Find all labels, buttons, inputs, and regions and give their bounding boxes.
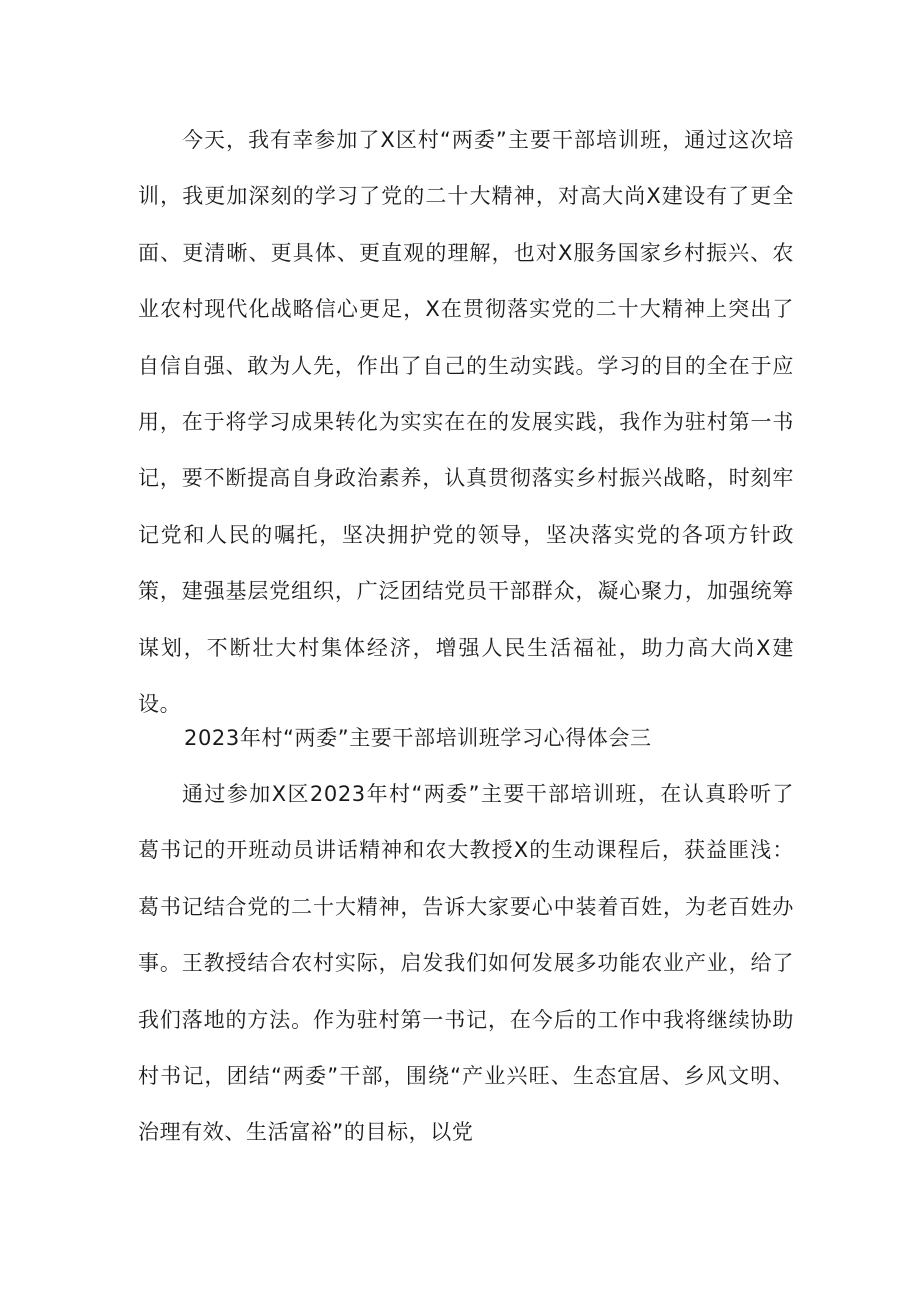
section-heading: 2023年村“两委”主要干部培训班学习心得体会三 (184, 726, 652, 750)
body-paragraph-1: 今天，我有幸参加了X区村“两委”主要干部培训班，通过这次培训，我更加深刻的学习了党的二十大精神，对高大尚X建设有了更全面、更清晰、更具体、更直观的理解，也对X服务国家乡村振兴、农业农村现代化战略信心更足，X在贯彻落实党的二十大精神上突出了自信自强、敢为人先，作出了自己的生动实践。学习的目的全在于应用，在于将学习成果转化为实实在在的发展实践，我作为驻村第一书记，要不断提高自身政治素养，认真贯彻落实乡村振兴战略，时刻牢记党和人民的嘱托，坚决拥护党的领导，坚决落实党的各项方针政策，建强基层党组织，广泛团结党员干部群众，凝心聚力，加强统筹谋划，不断壮大村集体经济，增强人民生活福祉，助力高大尚X建设。 (138, 128, 794, 717)
body-paragraph-2: 通过参加X区2023年村“两委”主要干部培训班，在认真聆听了葛书记的开班动员讲话精神和农大教授X的生动课程后，获益匪浅：葛书记结合党的二十大精神，告诉大家要心中装着百姓，为老百姓办事。王教授结合农村实际，启发我们如何发展多功能农业产业，给了我们落地的方法。作为驻村第一书记，在今后的工作中我将继续协助村书记，团结“两委”干部，围绕“产业兴旺、生态宜居、乡风文明、治理有效、生活富裕”的目标，以党 (138, 782, 794, 1145)
